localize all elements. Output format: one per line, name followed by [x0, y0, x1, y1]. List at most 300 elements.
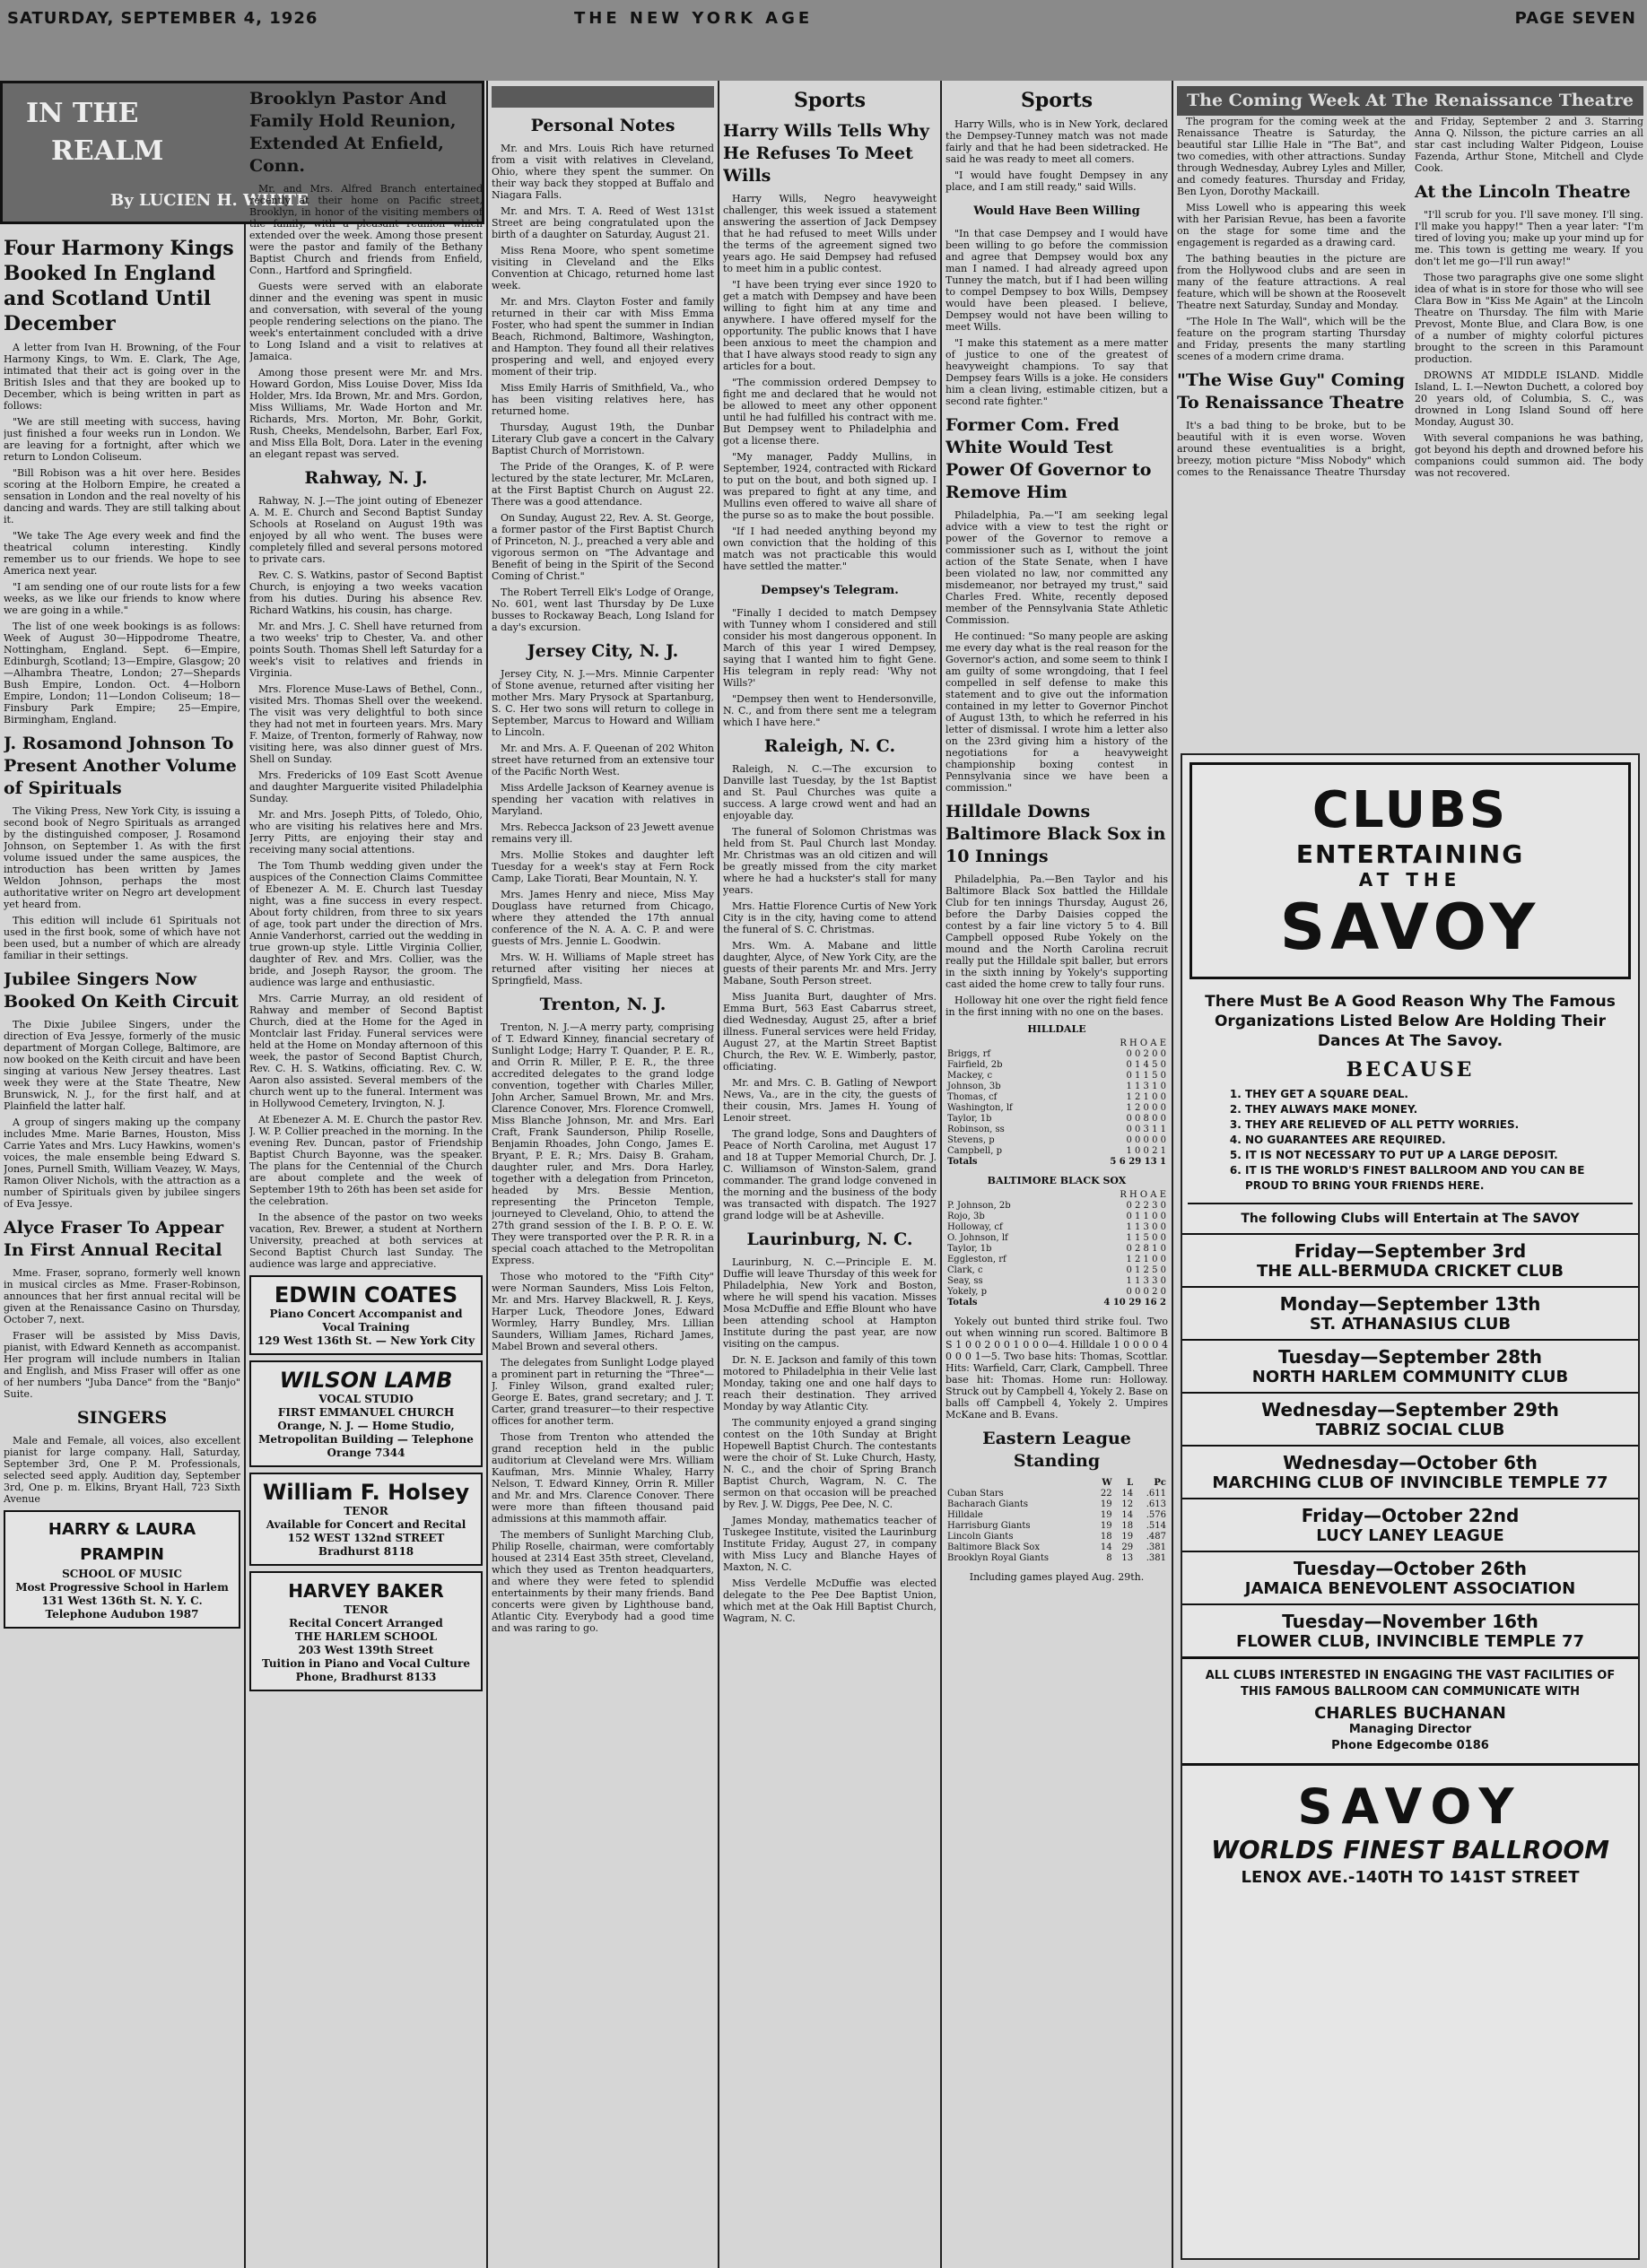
paragraph: Mr. and Mrs. Louis Rich have returned from a visit with relatives in Cleveland, Ohio, where they spent the summer. On their way back they stopped at Buffalo and Niagara Falls.: [492, 143, 714, 201]
faded-headline-block: [492, 86, 714, 108]
event-item: [1182, 1603, 1638, 1656]
table-row: [946, 1233, 1168, 1244]
paragraph: Mrs. Florence Muse-Laws of Bethel, Conn., visited Mrs. Thomas Shell over the weekend. The visit was very delightful to both since they had not met in fourteen years. Mrs. Mary F. Maize, of Trenton, formerly of Rahway, now visiting here, was also dinner guest of Mrs. Shell on Sunday.: [249, 683, 483, 765]
table-row: [946, 1244, 1168, 1255]
table-row: [946, 1071, 1168, 1082]
table-cell: Clark, c: [947, 1265, 983, 1275]
table-cell: Washington, lf: [947, 1103, 1013, 1113]
table-cell: Robinson, ss: [947, 1125, 1005, 1134]
table-cell: .381: [1146, 1553, 1166, 1563]
paragraph: Mr. and Mrs. Clayton Foster and family returned in their car with Miss Emma Foster, who had spent the summer in Indian Beach, Richmond, Baltimore, Washington, and Hampton. They found all their relatives prospering and well, and enjoyed every moment of their trip.: [492, 296, 714, 378]
ad-line: Tuition in Piano and Vocal Culture: [261, 1657, 470, 1670]
paragraph: Mr. and Mrs. Joseph Pitts, of Toledo, Ohio, who are visiting his relatives here and Mrs. Jerry Pitts, are enjoying their stay and receiving many social attentions.: [249, 809, 483, 856]
table-row: [946, 1265, 1168, 1276]
list-item: 6. IT IS THE WORLD'S FINEST BALLROOM AND YOU CAN BE PROUD TO BRING YOUR FRIENDS HERE.: [1245, 1163, 1622, 1194]
table-row: [946, 1276, 1168, 1287]
paragraph: Mrs. W. H. Williams of Maple street has returned after visiting her nieces at Springfield, Mass.: [492, 952, 714, 986]
paragraph: Rev. C. S. Watkins, pastor of Second Baptist Church, is enjoying a two weeks vacation from his duties. During his absence Rev. Richard Watkins, his cousin, has charge.: [249, 569, 483, 616]
savoy-entertaining: ENTERTAINING: [1295, 839, 1525, 869]
event-item: [1182, 1339, 1638, 1392]
ad-line: Telephone Audubon 1987: [45, 1608, 199, 1621]
paragraph: Among those present were Mr. and Mrs. Howard Gordon, Miss Louise Dover, Miss Ida Holder, Mrs. Ida Brown, Mr. and Mrs. Gordon, Miss Williams, Mr. Wade Horton and Mr. Richards, Mrs. Morton, Mr. Bohr, Gorkit, Rush, Cheeks, Mendelsohn, Barber, Earl Fox, and Miss Ella Bolt, Dora. Later in the evening an elegant repast was served.: [249, 367, 483, 460]
table-cell: 13: [1121, 1553, 1134, 1563]
paragraph: Miss Lowell who is appearing this week with her Parisian Revue, has been a favorite on the stage for some time and the engagement is regarded as a drawing card.: [1177, 202, 1406, 248]
advertisement: [249, 1571, 483, 1691]
table-row: [946, 1532, 1168, 1542]
table-cell: 1 2 1 0 0: [1126, 1092, 1166, 1102]
paragraph: Male and Female, all voices, also excellent pianist for large company. Hall, Saturday, September 3rd, One P. M. Professionals, selected seed apply. Audition day, September 3rd, One p. m. Elkins, Bryant Hall, 723 Sixth Avenue: [4, 1435, 240, 1505]
table-row: [946, 1135, 1168, 1146]
standings-note: Including games played Aug. 29th.: [969, 1571, 1145, 1583]
table-cell: 0 2 8 1 0: [1126, 1244, 1166, 1254]
paragraph: "The Hole In The Wall", which will be the feature on the program starting Thursday and Friday, presents the many startling scenes of a modern crime drama.: [1177, 316, 1406, 362]
paragraph: The bathing beauties in the picture are from the Hollywood clubs and are seen in many of the feature attractions. A real feature, which will be shown at the Roosevelt Theatre next Saturday, Sunday and Monday.: [1177, 253, 1406, 311]
table-row: [946, 1103, 1168, 1114]
ad-line: FIRST EMMANUEL CHURCH: [277, 1406, 455, 1419]
paragraph: "The commission ordered Dempsey to fight me and declared that he would not be allowed to meet any other opponent until he had fulfilled his contract with me. But Dempsey went to Philadelphia and got a license there.: [723, 377, 937, 447]
ad-title: William F. Holsey: [262, 1480, 470, 1505]
column-rule: [718, 81, 719, 2268]
table-cell: O. Johnson, lf: [947, 1233, 1008, 1243]
table-row: [946, 1060, 1168, 1071]
subhead: Dempsey's Telegram.: [761, 584, 899, 597]
table-cell: 8: [1106, 1553, 1112, 1563]
list-item: 4. NO GUARANTEES ARE REQUIRED.: [1245, 1133, 1622, 1148]
savoy-title-frame: [1190, 762, 1631, 979]
paragraph: The community enjoyed a grand singing contest on the 10th Sunday at Bright Hopewell Baptist Church. The contestants were the choir of St. Luke Church, Hasty, N. C., and the choir of Spring Branch Baptist Church, Wagram, N. C. The sermon on that occasion will be preached by Rev. J. W. Diggs, Pee Dee, N. C.: [723, 1417, 937, 1510]
contact-name: CHARLES BUCHANAN: [1314, 1704, 1506, 1723]
event-item: [1182, 1233, 1638, 1286]
table-cell: Eggleston, rf: [947, 1255, 1006, 1264]
paragraph: Mrs. Carrie Murray, an old resident of Rahway and member of Second Baptist Church, died at the Home for the Aged in Montclair last Friday. Funeral services were held at the Home on Monday afternoon of this week, the pastor of Second Baptist Church, Rev. C. H. S. Watkins, officiating. Rev. C. W. Aaron also assisted. Several members of the church went up to the funeral. Interment was in Hollywood Cemetery, Irvington, N. J.: [249, 993, 483, 1109]
table-cell: 0 2 2 3 0: [1126, 1201, 1166, 1211]
table-cell: .576: [1146, 1510, 1166, 1520]
event-org: LUCY LANEY LEAGUE: [1316, 1526, 1504, 1545]
paragraph: "I make this statement as a mere matter of justice to one of the greatest of heavyweight champions. To say that Dempsey fears Wills is a joke. He considers him a clean living, estimable citizen, but a second rate fighter.": [946, 337, 1168, 407]
headline: Laurinburg, N. C.: [746, 1230, 913, 1249]
column-1: [4, 229, 240, 2264]
table-row: [946, 1287, 1168, 1298]
paragraph: "If I had needed anything beyond my own conviction that the holding of this match was not practicable this would have settled the matter.": [723, 526, 937, 572]
event-date: Tuesday—October 26th: [1294, 1558, 1527, 1579]
savoy-at-the: AT THE: [1358, 869, 1462, 891]
paragraph: This edition will include 61 Spirituals not used in the first book, some of which have not been used, but a number of which are already familiar in their settings.: [4, 915, 240, 961]
two-column-text: [1177, 116, 1643, 481]
column-3: [492, 81, 714, 2264]
table-row: [946, 1082, 1168, 1092]
table-cell: 19: [1121, 1532, 1134, 1542]
headline: Jersey City, N. J.: [527, 641, 679, 661]
table-cell: .381: [1146, 1542, 1166, 1552]
savoy-name: SAVOY: [1279, 891, 1541, 964]
table-cell: Lincoln Giants: [947, 1532, 1014, 1542]
table-row: [946, 1255, 1168, 1265]
table-cell: Johnson, 3b: [947, 1082, 1001, 1091]
table-cell: 0 0 2 0 0: [1126, 1049, 1166, 1059]
table-cell: Fairfield, 2b: [947, 1060, 1003, 1070]
paragraph: "My manager, Paddy Mullins, in September, 1924, contracted with Rickard to put on the bout, and both signed up. I was prepared to fight at any time, and Mullins even offered to waive all share of the purse so as to make the bout possible.: [723, 451, 937, 521]
table-row: [946, 1125, 1168, 1135]
paragraph: Dr. N. E. Jackson and family of this town motored to Philadelphia in their Velie last Monday, taking one and one half days to reach their destination. They arrived Monday by way Atlantic City.: [723, 1354, 937, 1412]
headline: The Coming Week At The Renaissance Theatre: [1187, 91, 1634, 110]
paragraph: "I am sending one of our route lists for a few weeks, as we like our friends to know where we are going in a while.": [4, 581, 240, 616]
table-cell: 18: [1121, 1521, 1134, 1531]
table-cell: 0 0 0 0 0: [1126, 1135, 1166, 1145]
paragraph: "We take The Age every week and find the theatrical column interesting. Kindly remember us to our friends. We hope to see America next year.: [4, 530, 240, 577]
paragraph: Mrs. Mollie Stokes and daughter left Tuesday for a week's stay at Fern Rock Camp, Lake Tiorati, Bear Mountain, N. Y.: [492, 849, 714, 884]
event-date: Wednesday—September 29th: [1261, 1399, 1559, 1421]
table-cell: Holloway, cf: [947, 1222, 1003, 1232]
table-cell: 1 1 3 1 0: [1126, 1082, 1166, 1091]
headline-block: [1177, 86, 1643, 116]
headline: At the Lincoln Theatre: [1415, 182, 1631, 202]
event-date: Wednesday—October 6th: [1283, 1452, 1538, 1473]
paragraph: Holloway hit one over the right field fence in the first inning with no one on the bases.: [946, 995, 1168, 1018]
table-row: [946, 1521, 1168, 1532]
table-header: R H O A E: [1120, 1038, 1166, 1048]
table-cell: 5 6 29 13 1: [1110, 1157, 1166, 1167]
table-cell: Campbell, p: [947, 1146, 1002, 1156]
table-cell: 1 1 3 0 0: [1126, 1222, 1166, 1232]
table-cell: W: [1102, 1478, 1112, 1488]
table-cell: Seay, ss: [947, 1276, 983, 1286]
advertisement: [249, 1473, 483, 1566]
ad-line: Available for Concert and Recital: [266, 1518, 466, 1531]
paragraph: A group of singers making up the company includes Mme. Marie Barnes, Houston, Miss Carrie Yates and Mrs. Lucy Hawkins, women's voices, the male ensemble being Edward S. Jones, Purnell Smith, William Veazey, W. Mays, Ramon Oliver Nichols, with the attraction as a number of Spirituals given by jubilee singers of Eva Jessye.: [4, 1117, 240, 1210]
table-cell: Totals: [947, 1157, 978, 1167]
ad-line: 131 West 136th St. N. Y. C.: [41, 1595, 203, 1607]
box-score-title: HILLDALE: [1027, 1023, 1086, 1035]
savoy-advertisement: [1181, 753, 1640, 2260]
table-cell: Brooklyn Royal Giants: [947, 1553, 1049, 1563]
table-cell: Stevens, p: [947, 1135, 995, 1145]
table-row: [946, 1553, 1168, 1564]
table-cell: 19: [1100, 1521, 1112, 1531]
table-cell: .611: [1146, 1489, 1166, 1499]
contact-role: Managing Director: [1348, 1723, 1472, 1736]
event-item: [1182, 1445, 1638, 1498]
table-row: [946, 1146, 1168, 1157]
ad-line: 203 West 139th Street: [298, 1644, 434, 1656]
headline: Rahway, N. J.: [304, 468, 428, 488]
event-org: FLOWER CLUB, INVINCIBLE TEMPLE 77: [1235, 1632, 1585, 1651]
table-header-row: [946, 1190, 1168, 1201]
banner-title-2: REALM: [51, 135, 164, 167]
table-total-row: [946, 1298, 1168, 1308]
subhead: Would Have Been Willing: [973, 204, 1140, 218]
savoy-following: The following Clubs will Entertain at The SAVOY: [1188, 1203, 1633, 1226]
ad-line: 152 WEST 132nd STREET: [287, 1532, 445, 1544]
masthead-page: PAGE SEVEN: [1514, 9, 1636, 28]
banner-byline: By LUCIEN H. WHITE: [110, 191, 309, 210]
event-date: Friday—September 3rd: [1294, 1240, 1527, 1262]
table-cell: 22: [1100, 1489, 1112, 1499]
headline: Eastern League Standing: [982, 1429, 1131, 1471]
paragraph: Miss Rena Moore, who spent sometime visiting in Cleveland and the Elks Convention at Chicago, returned home last week.: [492, 245, 714, 291]
paragraph: Harry Wills, Negro heavyweight challenger, this week issued a statement answering the assertion of Jack Dempsey that he had refused to meet Wills under the terms of the agreement signed two years ago. He said Dempsey had refused to meet him in a public contest.: [723, 193, 937, 274]
table-cell: 1 2 0 0 0: [1126, 1103, 1166, 1113]
ad-line: 129 West 136th St. — New York City: [257, 1334, 475, 1347]
table-cell: Hilldale: [947, 1510, 983, 1520]
paragraph: Yokely out bunted third strike foul. Two out when winning run scored. Baltimore B S 1 0 0 2 0 0 1 0 0 0—4. Hilldale 1 0 0 0 0 4 0 0 0 1—5. Two base hits: Thomas, Scottlar. Hits: Warfield, Carr, Clark, Campbell. Three base hit: Thomas. Home run: Holloway. Struck out by Campbell 4, Yokely 2. Base on balls off Campbell 4, Yokely 2. Umpires McKane and B. Evans.: [946, 1316, 1168, 1421]
paragraph: Miss Ardelle Jackson of Kearney avenue is spending her vacation with relatives in Maryland.: [492, 782, 714, 817]
headline: Brooklyn Pastor And Family Hold Reunion, Extended At Enfield, Conn.: [249, 89, 457, 176]
event-org: JAMAICA BENEVOLENT ASSOCIATION: [1244, 1579, 1576, 1598]
paragraph: The list of one week bookings is as follows: Week of August 30—Hippodrome Theatre, Nottingham, England. Sept. 6—Empire, Edinburgh, Scotland; 13—Empire, Glasgow; 20—Alhambra Theatre, London; 27—Shepards Bush Empire, London. Oct. 4—Holborn Empire, London; 11—London Coliseum; 18—Finsbury Park Empire; 25—Empire, Birmingham, England.: [4, 621, 240, 726]
paragraph: Mrs. Rebecca Jackson of 23 Jewett avenue remains very ill.: [492, 821, 714, 845]
ad-line: Piano Concert Accompanist and Vocal Training: [269, 1308, 463, 1334]
paragraph: Miss Juanita Burt, daughter of Mrs. Emma Burt, 563 East Cabarrus street, died Wednesday, August 25, after a brief illness. Funeral services were held Friday, August 27, at the Martin Street Baptist Church, the Rev. W. E. Wimberly, pastor, officiating.: [723, 991, 937, 1073]
paragraph: The Tom Thumb wedding given under the auspices of the Connection Claims Committee of Ebenezer A. M. E. Church last Tuesday night, was a fine success in every respect. About forty children, from three to six years of age, took part under the direction of Mrs. Annie Vanderhorst, carried out the wedding in true grown-up style. Little Virginia Collier, daughter of Rev. and Mrs. Collier, was the bride, and Joseph Raysor, the groom. The audience was large and enthusiastic.: [249, 860, 483, 988]
headline: Trenton, N. J.: [539, 995, 667, 1014]
table-cell: 0 1 2 5 0: [1126, 1265, 1166, 1275]
paragraph: Those from Trenton who attended the grand reception held in the public auditorium at Cleveland were Mrs. William Kaufman, Mrs. Minnie Whaley, Harry Nelson, T. Edward Kinney, Orrin R. Miller and Mr. and Mrs. Clarence Conover. There were more than fifteen thousand paid admissions at this mammoth affair.: [492, 1431, 714, 1525]
column-rule: [1172, 81, 1173, 2268]
paragraph: Those who motored to the "Fifth City" were Norman Saunders, Miss Lois Felton, Mr. and Mrs. Harvey Blackwell, R. J. Keys, Harper Luck, Theodore Jones, Edward Wormley, Harry Bundley, Mrs. Lillian Saunders, William James, Richard James, Mabel Brown and several others.: [492, 1271, 714, 1352]
column-rule: [940, 81, 942, 2268]
table-cell: .613: [1146, 1499, 1166, 1509]
paragraph: "I would have fought Dempsey in any place, and I am still ready," said Wills.: [946, 169, 1168, 193]
standings-table: [946, 1478, 1168, 1564]
table-cell: Pc: [1154, 1478, 1166, 1488]
column-5: [946, 81, 1168, 2264]
paragraph: In the absence of the pastor on two weeks vacation, Rev. Brewer, a student at Northern University, preached at both services at Second Baptist Church last Sunday. The audience was large and appreciative.: [249, 1212, 483, 1270]
paragraph: "Finally I decided to match Dempsey with Tunney whom I considered and still consider his most dangerous opponent. In March of this year I wired Dempsey, saying that I wanted him to fight Gene. His telegram in reply read: 'Why not Wills?': [723, 607, 937, 689]
box-score-title: BALTIMORE BLACK SOX: [987, 1175, 1127, 1186]
event-date: Tuesday—September 28th: [1278, 1346, 1542, 1368]
paragraph: The Pride of the Oranges, K. of P. were lectured by the state lecturer, Mr. McLaren, at the First Baptist Church on August 22. There was a good attendance.: [492, 461, 714, 508]
list-item: 5. IT IS NOT NECESSARY TO PUT UP A LARGE DEPOSIT.: [1245, 1148, 1622, 1163]
paragraph: The funeral of Solomon Christmas was held from St. Paul Church last Monday. Mr. Christmas was an old citizen and will be greatly missed from the city market where he had a huckster's stall for many years.: [723, 826, 937, 896]
headline: Four Harmony Kings Booked In England and Scotland Until December: [4, 237, 234, 335]
paragraph: Trenton, N. J.—A merry party, comprising of T. Edward Kinney, financial secretary of Sunlight Lodge; Harry T. Quander, P. E. R., and Orrin R. Miller, P. E. R., the three accredited delegates to the grand lodge convention, together with Charles Miller, John Archer, Samuel Brown, Mr. and Mrs. Clarence Conover, Mrs. Florence Cromwell, Miss Blanche Johnson, Mr. and Mrs. Earl Craft, Frank Saunderson, Philip Roselle, Benjamin Rhoades, John Congo, James E. Bryant, P. E. R.; Mrs. Daisy B. Graham, daughter ruler, and Mrs. Dora Harley, together with a delegation from Princeton, headed by Mrs. Bessie Mention, representing the Princeton Temple, journeyed to Cleveland, Ohio, to attend the 27th grand session of the I. B. P. O. E. W. They were transported over the P. R. R. in a special coach attached to the Metropolitan Express.: [492, 1021, 714, 1266]
savoy-reason: There Must Be A Good Reason Why The Famous Organizations Listed Below Are Holding Their Dances At The Savoy.: [1205, 993, 1616, 1050]
event-org: NORTH HARLEM COMMUNITY CLUB: [1251, 1368, 1569, 1386]
headline: "The Wise Guy" Coming To Renaissance Theatre: [1177, 370, 1405, 413]
headline: Alyce Fraser To Appear In First Annual Recital: [4, 1218, 224, 1260]
column-2: [249, 81, 483, 2264]
table-row: [946, 1114, 1168, 1125]
table-cell: Taylor, 1b: [947, 1114, 992, 1124]
paragraph: Mrs. Wm. A. Mabane and little daughter, Alyce, of New York City, are the guests of their parents Mr. and Mrs. Jerry Mabane, South Person street.: [723, 940, 937, 986]
paragraph: With several companions he was bathing, got beyond his depth and drowned before his companions could summon aid. The body was not recovered.: [1415, 432, 1643, 479]
paragraph: Philadelphia, Pa.—Ben Taylor and his Baltimore Black Sox battled the Hilldale Club for ten innings Thursday, August 26, before the Darby Daisies copped the contest by a fair line victory 5 to 4. Bill Campbell opposed Rube Yokely on the mound and the North Carolina recruit really put the Hilldale spit baller, but errors in the sixth inning by Yokely's supporting cast aided the home crew to tally four runs.: [946, 873, 1168, 990]
masthead-date: SATURDAY, SEPTEMBER 4, 1926: [7, 9, 318, 28]
paragraph: Harry Wills, who is in New York, declared the Dempsey-Tunney match was not made fairly and that he had been sidetracked. He said he was ready to meet all comers.: [946, 118, 1168, 165]
table-cell: R H O A E: [1120, 1190, 1166, 1200]
paragraph: The Viking Press, New York City, is issuing a second book of Negro Spirituals as arranged by the distinguished composer, J. Rosamond Johnson, on September 1. As with the first volume issued under the same auspices, the introduction has been written by James Weldon Johnson, perhaps the most authoritative writer on Negro art development yet heard from.: [4, 805, 240, 910]
table-header-row: [946, 1038, 1168, 1049]
paragraph: Thursday, August 19th, the Dunbar Literary Club gave a concert in the Calvary Baptist Church of Morristown.: [492, 421, 714, 456]
paragraph: Rahway, N. J.—The joint outing of Ebenezer A. M. E. Church and Second Baptist Sunday Schools at Roseland on August 19th was enjoyed by all who went. The buses were completely filled and several persons motored to private cars.: [249, 495, 483, 565]
table-cell: Harrisburg Giants: [947, 1521, 1031, 1531]
paragraph: The Robert Terrell Elk's Lodge of Orange, No. 601, went last Thursday by De Luxe busses to Rockaway Beach, Long Island for a day's excursion.: [492, 587, 714, 633]
ad-line: THE HARLEM SCHOOL: [294, 1630, 438, 1643]
headline: Former Com. Fred White Would Test Power Of Governor to Remove Him: [946, 415, 1152, 502]
advertisement: [249, 1360, 483, 1467]
paragraph: Jersey City, N. J.—Mrs. Minnie Carpenter of Stone avenue, returned after visiting her mother Mrs. Mary Prysock at Spartanburg, S. C. Her two sons will return to college in September, Marcus to Howard and William to Lincoln.: [492, 668, 714, 738]
ad-line: TENOR: [344, 1603, 388, 1616]
event-item: [1182, 1286, 1638, 1339]
ad-line: TENOR: [344, 1505, 388, 1517]
savoy-clubs: CLUBS: [1312, 781, 1509, 839]
event-org: MARCHING CLUB OF INVINCIBLE TEMPLE 77: [1212, 1473, 1608, 1492]
paragraph: At Ebenezer A. M. E. Church the pastor Rev. J. W. P. Collier preached in the morning. In the evening Rev. Duncan, pastor of Friendship Baptist Church Bayonne, was the speaker. The plans for the Centennial of the Church are about complete and the week of September 19th to 26th has been set aside for the celebration.: [249, 1114, 483, 1207]
event-date: Monday—September 13th: [1279, 1293, 1541, 1315]
table-row: [946, 1489, 1168, 1499]
ad-title: HARVEY BAKER: [288, 1580, 444, 1602]
paragraph: Miss Verdelle McDuffie was elected delegate to the Pee Dee Baptist Union, which met at the Oak Hill Baptist Church, Wagram, N. C.: [723, 1577, 937, 1624]
savoy-bottom-name: SAVOY: [1297, 1778, 1523, 1835]
table-cell: 19: [1100, 1499, 1112, 1509]
box-score-table: [946, 1190, 1168, 1308]
paragraph: "We are still meeting with success, having just finished a four weeks run in London. We are leaving for a fortnight, after which we return to London Coliseum.: [4, 416, 240, 463]
table-cell: Briggs, rf: [947, 1049, 991, 1059]
masthead: [0, 0, 1647, 81]
headline: SINGERS: [76, 1408, 168, 1428]
paragraph: "I'll scrub for you. I'll save money. I'll sing. I'll make you happy!" Then a year later: "I'm tired of loving you; make up your mind up for me. This town is getting me weary. If you don't let me go—I'll run away!": [1415, 209, 1643, 267]
paragraph: Mrs. Fredericks of 109 East Scott Avenue and daughter Marguerite visited Philadelphia Sunday.: [249, 769, 483, 804]
column-4: [723, 81, 937, 2264]
ad-line: Bradhurst 8118: [318, 1545, 414, 1558]
table-cell: Totals: [947, 1298, 978, 1308]
table-cell: L: [1127, 1478, 1134, 1488]
paragraph: Mr. and Mrs. T. A. Reed of West 131st Street are being congratulated upon the birth of a daughter on Saturday, August 21.: [492, 205, 714, 240]
ad-line: Phone, Bradhurst 8133: [295, 1671, 437, 1683]
table-cell: 1 2 1 0 0: [1126, 1255, 1166, 1264]
table-row: [946, 1201, 1168, 1212]
headline: Raleigh, N. C.: [763, 736, 896, 756]
savoy-bottom-tagline: WORLDS FINEST BALLROOM: [1210, 1835, 1610, 1864]
table-row: [946, 1049, 1168, 1060]
paragraph: Philadelphia, Pa.—"I am seeking legal advice with a view to test the right or power of the Governor to remove a commissioner such as I, without the joint action of the State Senate, when I have been violated no law, nor committed any misdemeanor, nor betrayed my trust," said Charles Fred. White, recently deposed member of the Pennsylvania State Athletic Commission.: [946, 509, 1168, 626]
table-cell: 14: [1121, 1510, 1134, 1520]
paragraph: Fraser will be assisted by Miss Davis, pianist, with Edward Kenneth as accompanist. Her program will include numbers in Italian and English, and Miss Fraser will offer as one of her numbers "Juba Dance" from the "Banjo" Suite.: [4, 1330, 240, 1400]
table-cell: 0 1 1 5 0: [1126, 1071, 1166, 1081]
paragraph: Mr. and Mrs. Alfred Branch entertained recently at their home on Pacific street, Brooklyn, in honor of the visiting members of the family, with a pleasant reunion which extended over the week. Among those present were the pastor and family of the Bethany Baptist Church and friends from Enfield, Conn., Hartford and Springfield.: [249, 183, 483, 276]
paragraph: "I have been trying ever since 1920 to get a match with Dempsey and have been willing to fight him at any time and anywhere. I have offered myself for the opportunity. The public knows that I have been anxious to meet the champion and that I have always stood ready to sign any articles for a bout.: [723, 279, 937, 372]
table-cell: 0 0 3 1 1: [1126, 1125, 1166, 1134]
paragraph: The grand lodge, Sons and Daughters of Peace of North Carolina, met August 17 and 18 at Tupper Memorial Church, Dr. J. C. Williamson of Winston-Salem, grand commander. The grand lodge convened in the morning and the business of the body was transacted with dispatch. The 1927 grand lodge will be at Asheville.: [723, 1128, 937, 1221]
table-total-row: [946, 1157, 1168, 1168]
ad-title: EDWIN COATES: [274, 1282, 458, 1308]
event-org: TABRIZ SOCIAL CLUB: [1315, 1421, 1505, 1439]
paragraph: Mr. and Mrs. A. F. Queenan of 202 Whiton street have returned from an extensive tour of the Pacific North West.: [492, 743, 714, 778]
table-cell: 1 1 5 0 0: [1126, 1233, 1166, 1243]
table-cell: 0 1 1 0 0: [1126, 1212, 1166, 1221]
headline: Jubilee Singers Now Booked On Keith Circuit: [4, 969, 239, 1012]
ad-line: VOCAL STUDIO: [318, 1393, 414, 1405]
advertisement: [4, 1510, 240, 1629]
column-6: [1177, 81, 1643, 746]
paragraph: The delegates from Sunlight Lodge played a prominent part in returning the "Three"—J. Finley Wilson, grand exalted ruler; George E. Bates, grand secretary; and J. T. Carter, grand treasurer—to their respective offices for another term.: [492, 1357, 714, 1427]
headline: Hilldale Downs Baltimore Black Sox in 10 Innings: [946, 802, 1166, 866]
savoy-because: BECAUSE: [1346, 1058, 1475, 1082]
savoy-bottom-address: LENOX AVE.-140TH TO 141ST STREET: [1241, 1868, 1580, 1887]
table-cell: Baltimore Black Sox: [947, 1542, 1040, 1552]
banner-title-1: IN THE: [26, 98, 139, 129]
table-cell: 14: [1100, 1542, 1112, 1552]
paragraph: Miss Emily Harris of Smithfield, Va., who has been visiting relatives here, has returned home.: [492, 382, 714, 417]
table-cell: .514: [1146, 1521, 1166, 1531]
table-cell: P. Johnson, 2b: [947, 1201, 1011, 1211]
savoy-contact: [1182, 1656, 1638, 1763]
paragraph: The Dixie Jubilee Singers, under the direction of Eva Jessye, formerly of the music department of Morgan College, Baltimore, are now booked on the Keith circuit and have been singing at various New Jersey theatres. Last week they were at the State Theatre, New Brunswick, N. J., for the first half, and at Plainfield the latter half.: [4, 1019, 240, 1112]
table-row: [946, 1222, 1168, 1233]
event-item: [1182, 1392, 1638, 1445]
table-cell: Mackey, c: [947, 1071, 993, 1081]
table-cell: [946, 1190, 1058, 1201]
ad-line: SCHOOL OF MUSIC: [62, 1568, 182, 1580]
table-cell: Yokely, p: [947, 1287, 988, 1297]
table-cell: Cuban Stars: [947, 1489, 1004, 1499]
paragraph: Mrs. James Henry and niece, Miss May Douglass have returned from Chicago, where they attended the 17th annual conference of the N. A. A. C. P. and were guests of Mrs. Jennie L. Goodwin.: [492, 889, 714, 947]
event-date: Tuesday—November 16th: [1282, 1611, 1538, 1632]
ad-title: WILSON LAMB: [279, 1368, 453, 1393]
headline: J. Rosamond Johnson To Present Another Volume of Spirituals: [4, 734, 237, 798]
table-cell: Rojo, 3b: [947, 1212, 985, 1221]
table-cell: Thomas, cf: [947, 1092, 998, 1102]
paragraph: James Monday, mathematics teacher of Tuskegee Institute, visited the Laurinburg Institute Friday, August 27, in company with Miss Lucy and Blanche Hayes of Maxton, N. C.: [723, 1515, 937, 1573]
table-cell: .487: [1146, 1532, 1166, 1542]
table-row: [946, 1499, 1168, 1510]
table-cell: 4 10 29 16 2: [1103, 1298, 1166, 1308]
column-rule: [486, 81, 488, 2268]
event-item: [1182, 1498, 1638, 1551]
table-header-row: [946, 1478, 1168, 1489]
paragraph: Guests were served with an elaborate dinner and the evening was spent in music and conversation, with several of the young people rendering selections on the piano. The week's entertainment concluded with a drive to Long Island and a visit to relatives at Jamaica.: [249, 281, 483, 362]
table-cell: 1 0 0 2 1: [1126, 1146, 1166, 1156]
table-cell: 29: [1121, 1542, 1134, 1552]
section-title: Sports: [793, 89, 867, 112]
savoy-events: [1182, 1233, 1638, 1656]
paragraph: A letter from Ivan H. Browning, of the Four Harmony Kings, to Wm. E. Clark, The Age, intimated that their act is going over in the British Isles and that they are booked up to December, which is being written in part as follows:: [4, 342, 240, 412]
list-item: 1. THEY GET A SQUARE DEAL.: [1245, 1087, 1622, 1102]
paragraph: The program for the coming week at the Renaissance Theatre is Saturday, the beautiful star Lillie Hale in "The Bat", and two comedies, with other attractions. Sunday through Wednesday, Aubrey Lyles and Miller, and comedy features. Thursday and Friday, Ben Lyon, Dorothy Mackaill.: [1177, 116, 1406, 197]
event-date: Friday—October 22nd: [1301, 1505, 1520, 1526]
table-row: [946, 1510, 1168, 1521]
table-row: [946, 1212, 1168, 1222]
paragraph: It's a bad thing to be broke, but to be beautiful with it is even worse. Woven around these eventualities is a bright, breezy, motion picture "Miss Nobody" which comes to the Renaissance Theatre Thursday and Friday, September 2 and 3. Starring Anna Q. Nilsson, the picture carries an all star cast including Walter Pidgeon, Louise Fazenda, Arthur Stone, Mitchell and Clyde Cook.: [1177, 116, 1643, 478]
ad-line: Orange, N. J. — Home Studio, Metropolitan Building — Telephone Orange 7344: [258, 1420, 474, 1459]
savoy-reasons-list: [1245, 1087, 1622, 1194]
table-cell: 19: [1100, 1510, 1112, 1520]
table-cell: 0 0 0 2 0: [1126, 1287, 1166, 1297]
table-cell: 14: [1121, 1489, 1134, 1499]
list-item: 3. THEY ARE RELIEVED OF ALL PETTY WORRIES.: [1245, 1117, 1622, 1133]
headline: Personal Notes: [530, 116, 675, 135]
table-cell: Bacharach Giants: [947, 1499, 1029, 1509]
contact-text: ALL CLUBS INTERESTED IN ENGAGING THE VAST FACILITIES OF THIS FAMOUS BALLROOM CAN COMMUNICATE WITH: [1205, 1669, 1616, 1699]
paragraph: Raleigh, N. C.—The excursion to Danville last Tuesday, by the 1st Baptist and St. Paul Churches was quite a success. A large crowd went and had an enjoyable day.: [723, 763, 937, 821]
ad-title: HARRY & LAURA PRAMPIN: [48, 1520, 196, 1564]
table-cell: Taylor, 1b: [947, 1244, 992, 1254]
paragraph: Mme. Fraser, soprano, formerly well known in musical circles as Mme. Fraser-Robinson, announces that her first annual recital will be given at the Renaissance Casino on Thursday, October 7, next.: [4, 1267, 240, 1325]
paragraph: "Dempsey then went to Hendersonville, N. C., and from there sent me a telegram which I have here.": [723, 693, 937, 728]
table-cell: 0 0 8 0 0: [1126, 1114, 1166, 1124]
masthead-title: THE NEW YORK AGE: [574, 9, 814, 28]
table-row: [946, 1542, 1168, 1553]
section-title: Sports: [1020, 89, 1094, 112]
advertisement: [249, 1275, 483, 1355]
box-score-table: [946, 1038, 1168, 1168]
table-row: [946, 1092, 1168, 1103]
paragraph: Mrs. Hattie Florence Curtis of New York City is in the city, having come to attend the funeral of S. C. Christmas.: [723, 900, 937, 935]
table-cell: [946, 1478, 1093, 1489]
event-item: [1182, 1551, 1638, 1603]
savoy-bottom-banner: [1182, 1763, 1638, 1899]
paragraph: DROWNS AT MIDDLE ISLAND. Middle Island, L. I.—Newton Duchett, a colored boy 20 years old, of Columbia, S. C., was drowned in Long Island Sound off here Monday, August 30.: [1415, 369, 1643, 428]
